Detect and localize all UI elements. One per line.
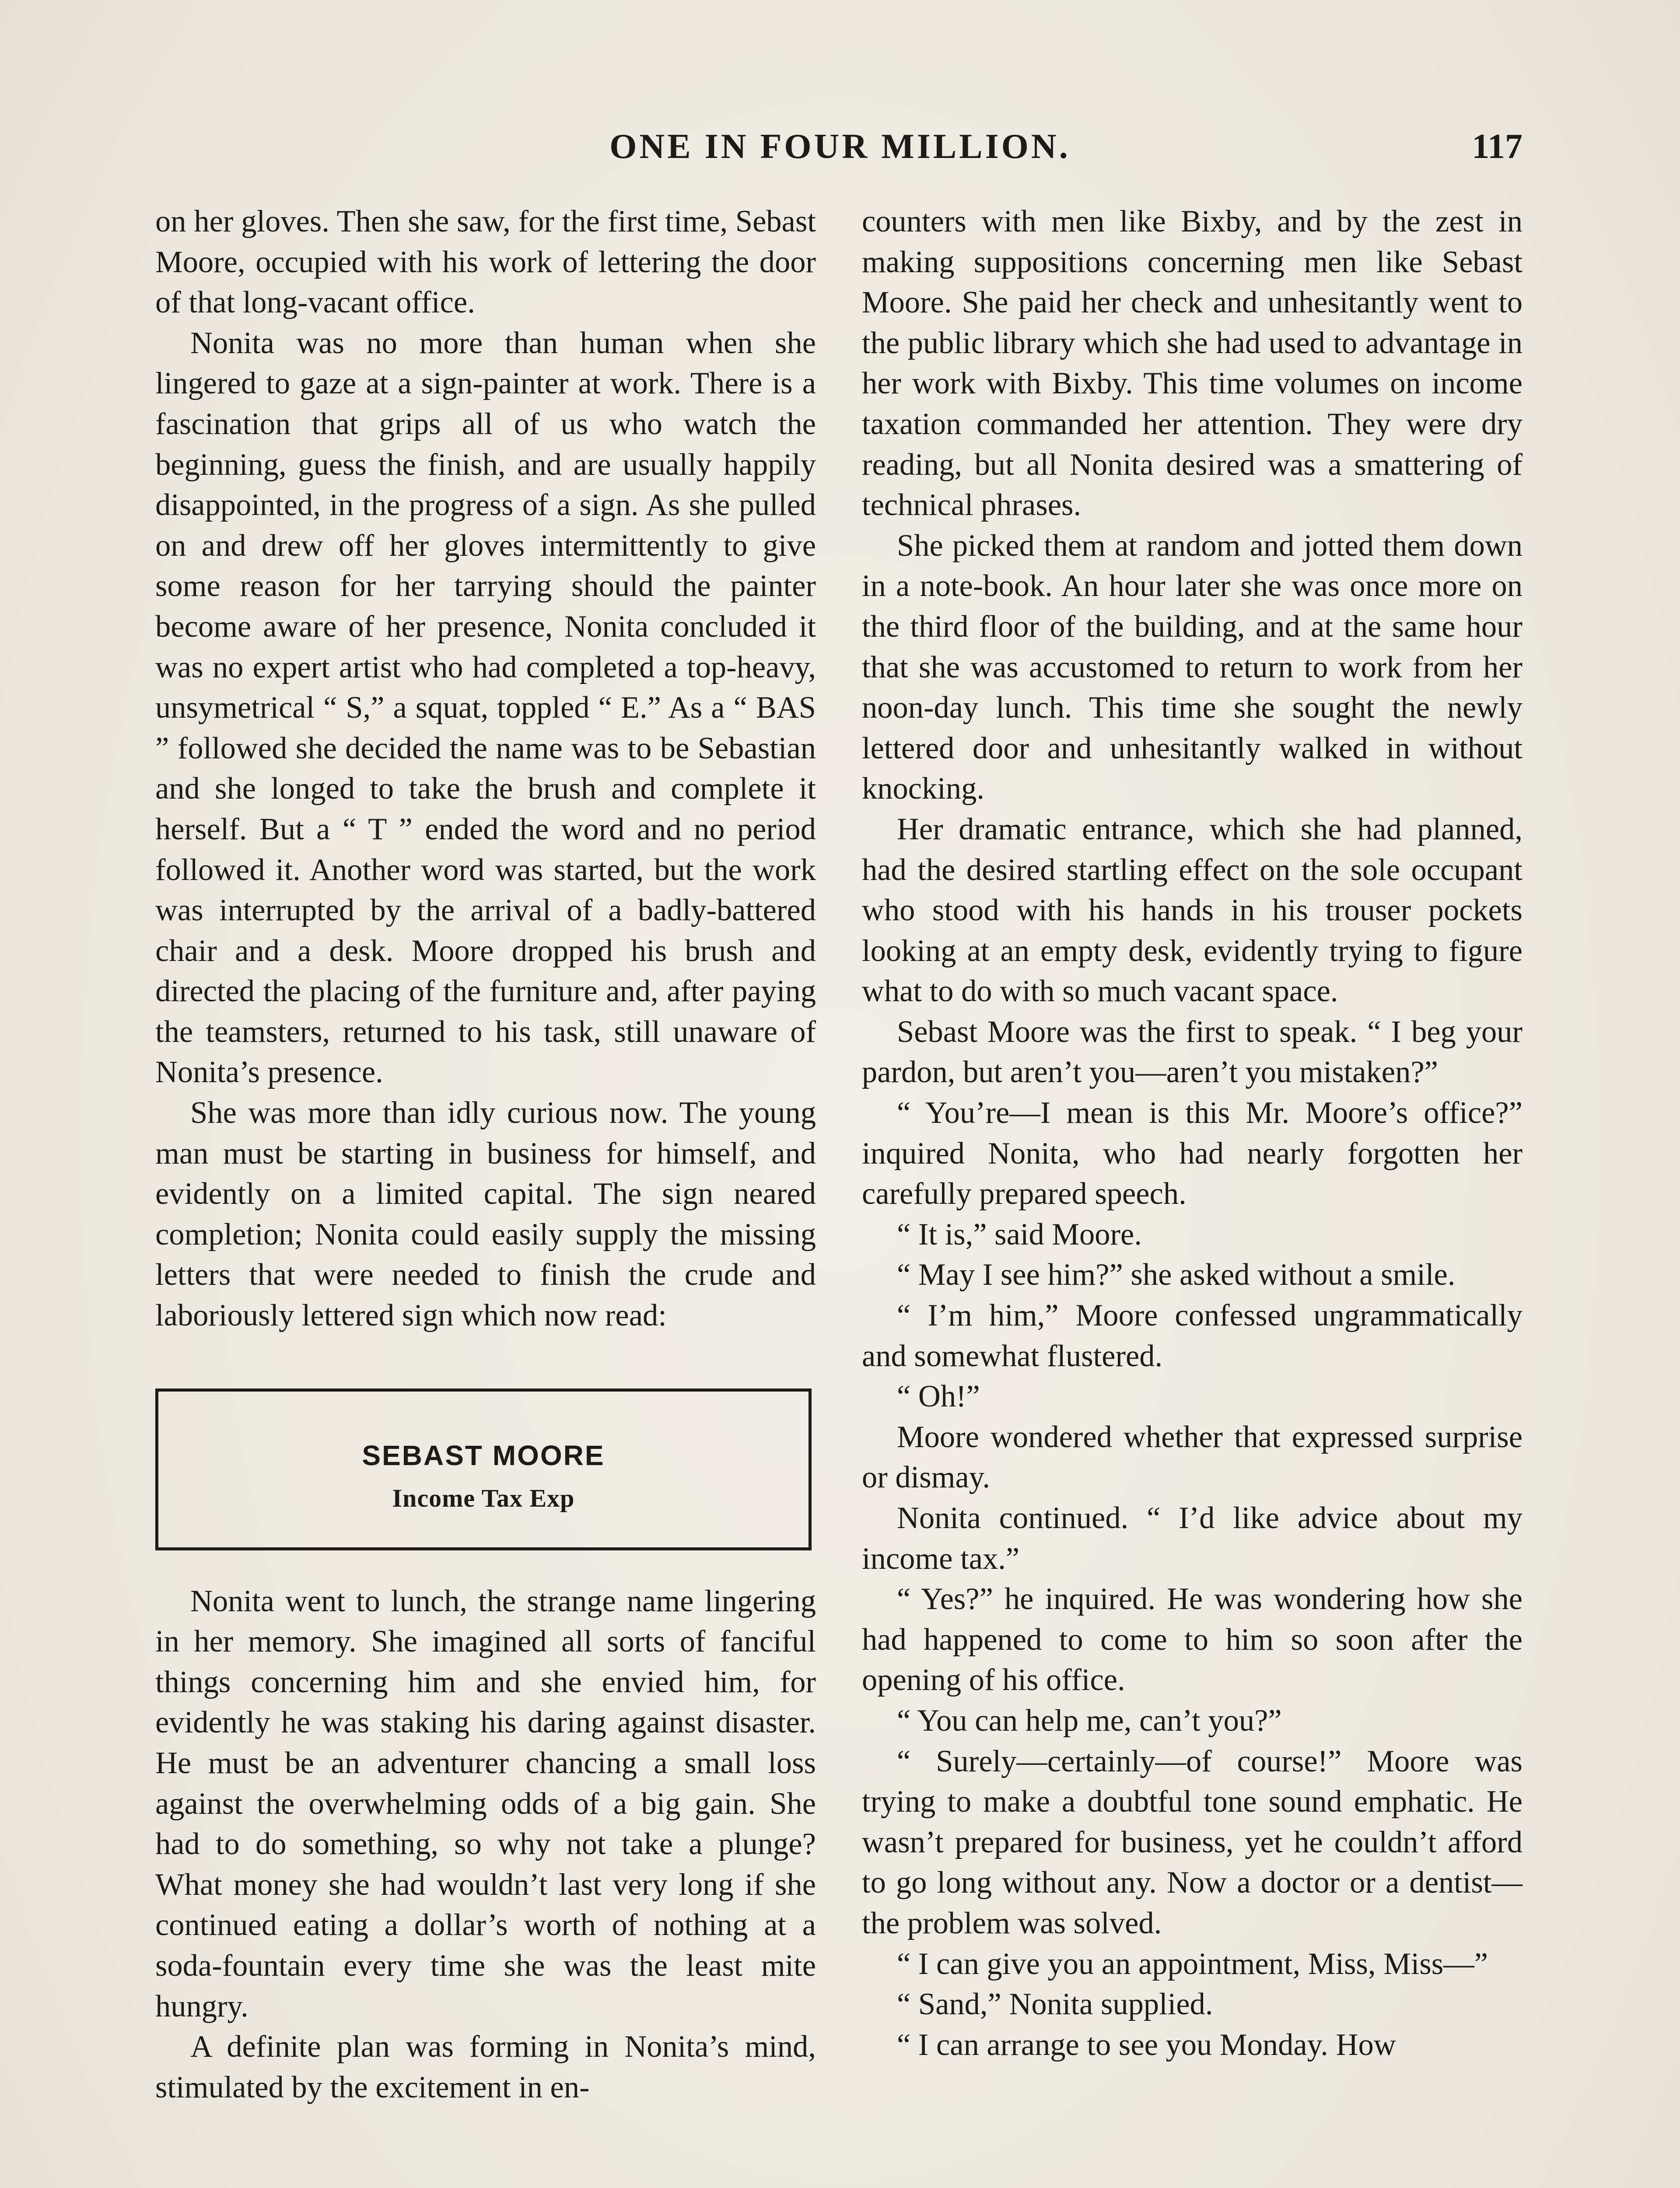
running-head — [158, 127, 1522, 175]
sign-name: SEBAST MOORE — [362, 1439, 605, 1471]
paragraph: “ It is,” said Moore. — [897, 1217, 1142, 1252]
paragraph: Nonita went to lunch, the strange name lingering in her memory. She imagined all sorts of fanciful things concerning him and she envied him, for evidently he was staking his daring against disaster. He must be an adventurer chancing a small loss against the overwhelming odds of a big gain. She had to do something, so why not take a plunge? What money she had wouldn’t last very long if she continued eating a dollar’s worth of nothing at a soda-fountain every time she was the least mite hungry. — [155, 1584, 816, 2023]
paragraph: “ May I see him?” she asked without a smile. — [897, 1258, 1456, 1292]
paragraph: “ You can help me, can’t you?” — [897, 1703, 1282, 1738]
paragraph: “ I can give you an appointment, Miss, Miss—” — [897, 1946, 1488, 1981]
paragraph: Nonita was no more than human when she lingered to gaze at a sign-painter at work. There is a fascination that grips all of us who watch the beginning, guess the finish, and are usually happily disappointed, in the progress of a sign. As she pulled on and drew off her gloves intermittently to give some reason for her tarrying should the painter become aware of her presence, Nonita concluded it was no expert artist who had completed a top-heavy, unsymetrical “ S,” a squat, toppled “ E.” As a “ BAS ” followed she decided the name was to be Sebastian and she longed to take the brush and complete it herself. But a “ T ” ended the word and no period followed it. Another word was started, but the work was interrupted by the arrival of a badly-battered chair and a desk. Moore dropped his brush and directed the placing of the furniture and, after paying the teamsters, returned to his task, still unaware of Nonita’s presence. — [155, 326, 816, 1090]
paragraph: “ I can arrange to see you Monday. How — [897, 2027, 1396, 2062]
paragraph: “ Surely—certainly—of course!” Moore was trying to make a doubtful tone sound emphatic. He wasn’t prepared for business, yet he couldn’t afford to go long without any. Now a doctor or a dentist—the problem was solved. — [862, 1744, 1522, 1940]
paragraph: Moore wondered whether that expressed surprise or dismay. — [862, 1420, 1522, 1495]
paragraph: “ Yes?” he inquired. He was wondering how she had happened to come to him so soon after the opening of his office. — [862, 1582, 1522, 1697]
sign-subtitle: Income Tax Exp — [392, 1483, 575, 1512]
paragraph: “ Oh!” — [897, 1379, 980, 1414]
paragraph: Her dramatic entrance, which she had planned, had the desired startling effect on the sole occupant who stood with his hands in his trouser pockets looking at an empty desk, evidently trying to figure what to do with so much vacant space. — [862, 812, 1522, 1009]
left-column — [155, 201, 816, 2107]
paragraph: She was more than idly curious now. The young man must be starting in business for himself, and evidently on a limited capital. The sign neared completion; Nonita could easily supply the missing letters that were needed to finish the crude and laboriously lettered sign which now read: — [155, 1096, 816, 1333]
page-number: 117 — [1472, 127, 1522, 166]
paragraph: Sebast Moore was the first to speak. “ I beg your pardon, but aren’t you—aren’t you mistaken?” — [862, 1014, 1522, 1090]
paragraph: “ You’re—I mean is this Mr. Moore’s office?” inquired Nonita, who had nearly forgotten her carefully prepared speech. — [862, 1096, 1522, 1211]
sign-illustration — [155, 1389, 812, 1550]
paragraph: “ I’m him,” Moore confessed ungrammatically and somewhat flustered. — [862, 1298, 1522, 1373]
paragraph: She picked them at random and jotted them down in a note-book. An hour later she was once more on the third floor of the building, and at the same hour that she was accustomed to return to work from her noon-day lunch. This time she sought the newly lettered door and unhesitantly walked in without knocking. — [862, 528, 1522, 806]
paragraph: counters with men like Bixby, and by the zest in making suppositions concerning men like Sebast Moore. She paid her check and unhesitantly went to the public library which she had used to advantage in her work with Bixby. This time volumes on income taxation commanded her attention. They were dry reading, but all Nonita desired was a smattering of technical phrases. — [862, 204, 1522, 522]
paragraph: Nonita continued. “ I’d like advice about my income tax.” — [862, 1501, 1522, 1576]
right-column — [862, 201, 1522, 2065]
chapter-title: ONE IN FOUR MILLION. — [609, 127, 1071, 166]
paragraph: “ Sand,” Nonita supplied. — [897, 1987, 1213, 2022]
paragraph: on her gloves. Then she saw, for the first time, Sebast Moore, occupied with his work of lettering the door of that long-vacant office. — [155, 204, 816, 320]
paragraph: A definite plan was forming in Nonita’s mind, stimulated by the excitement in en- — [155, 2030, 816, 2104]
